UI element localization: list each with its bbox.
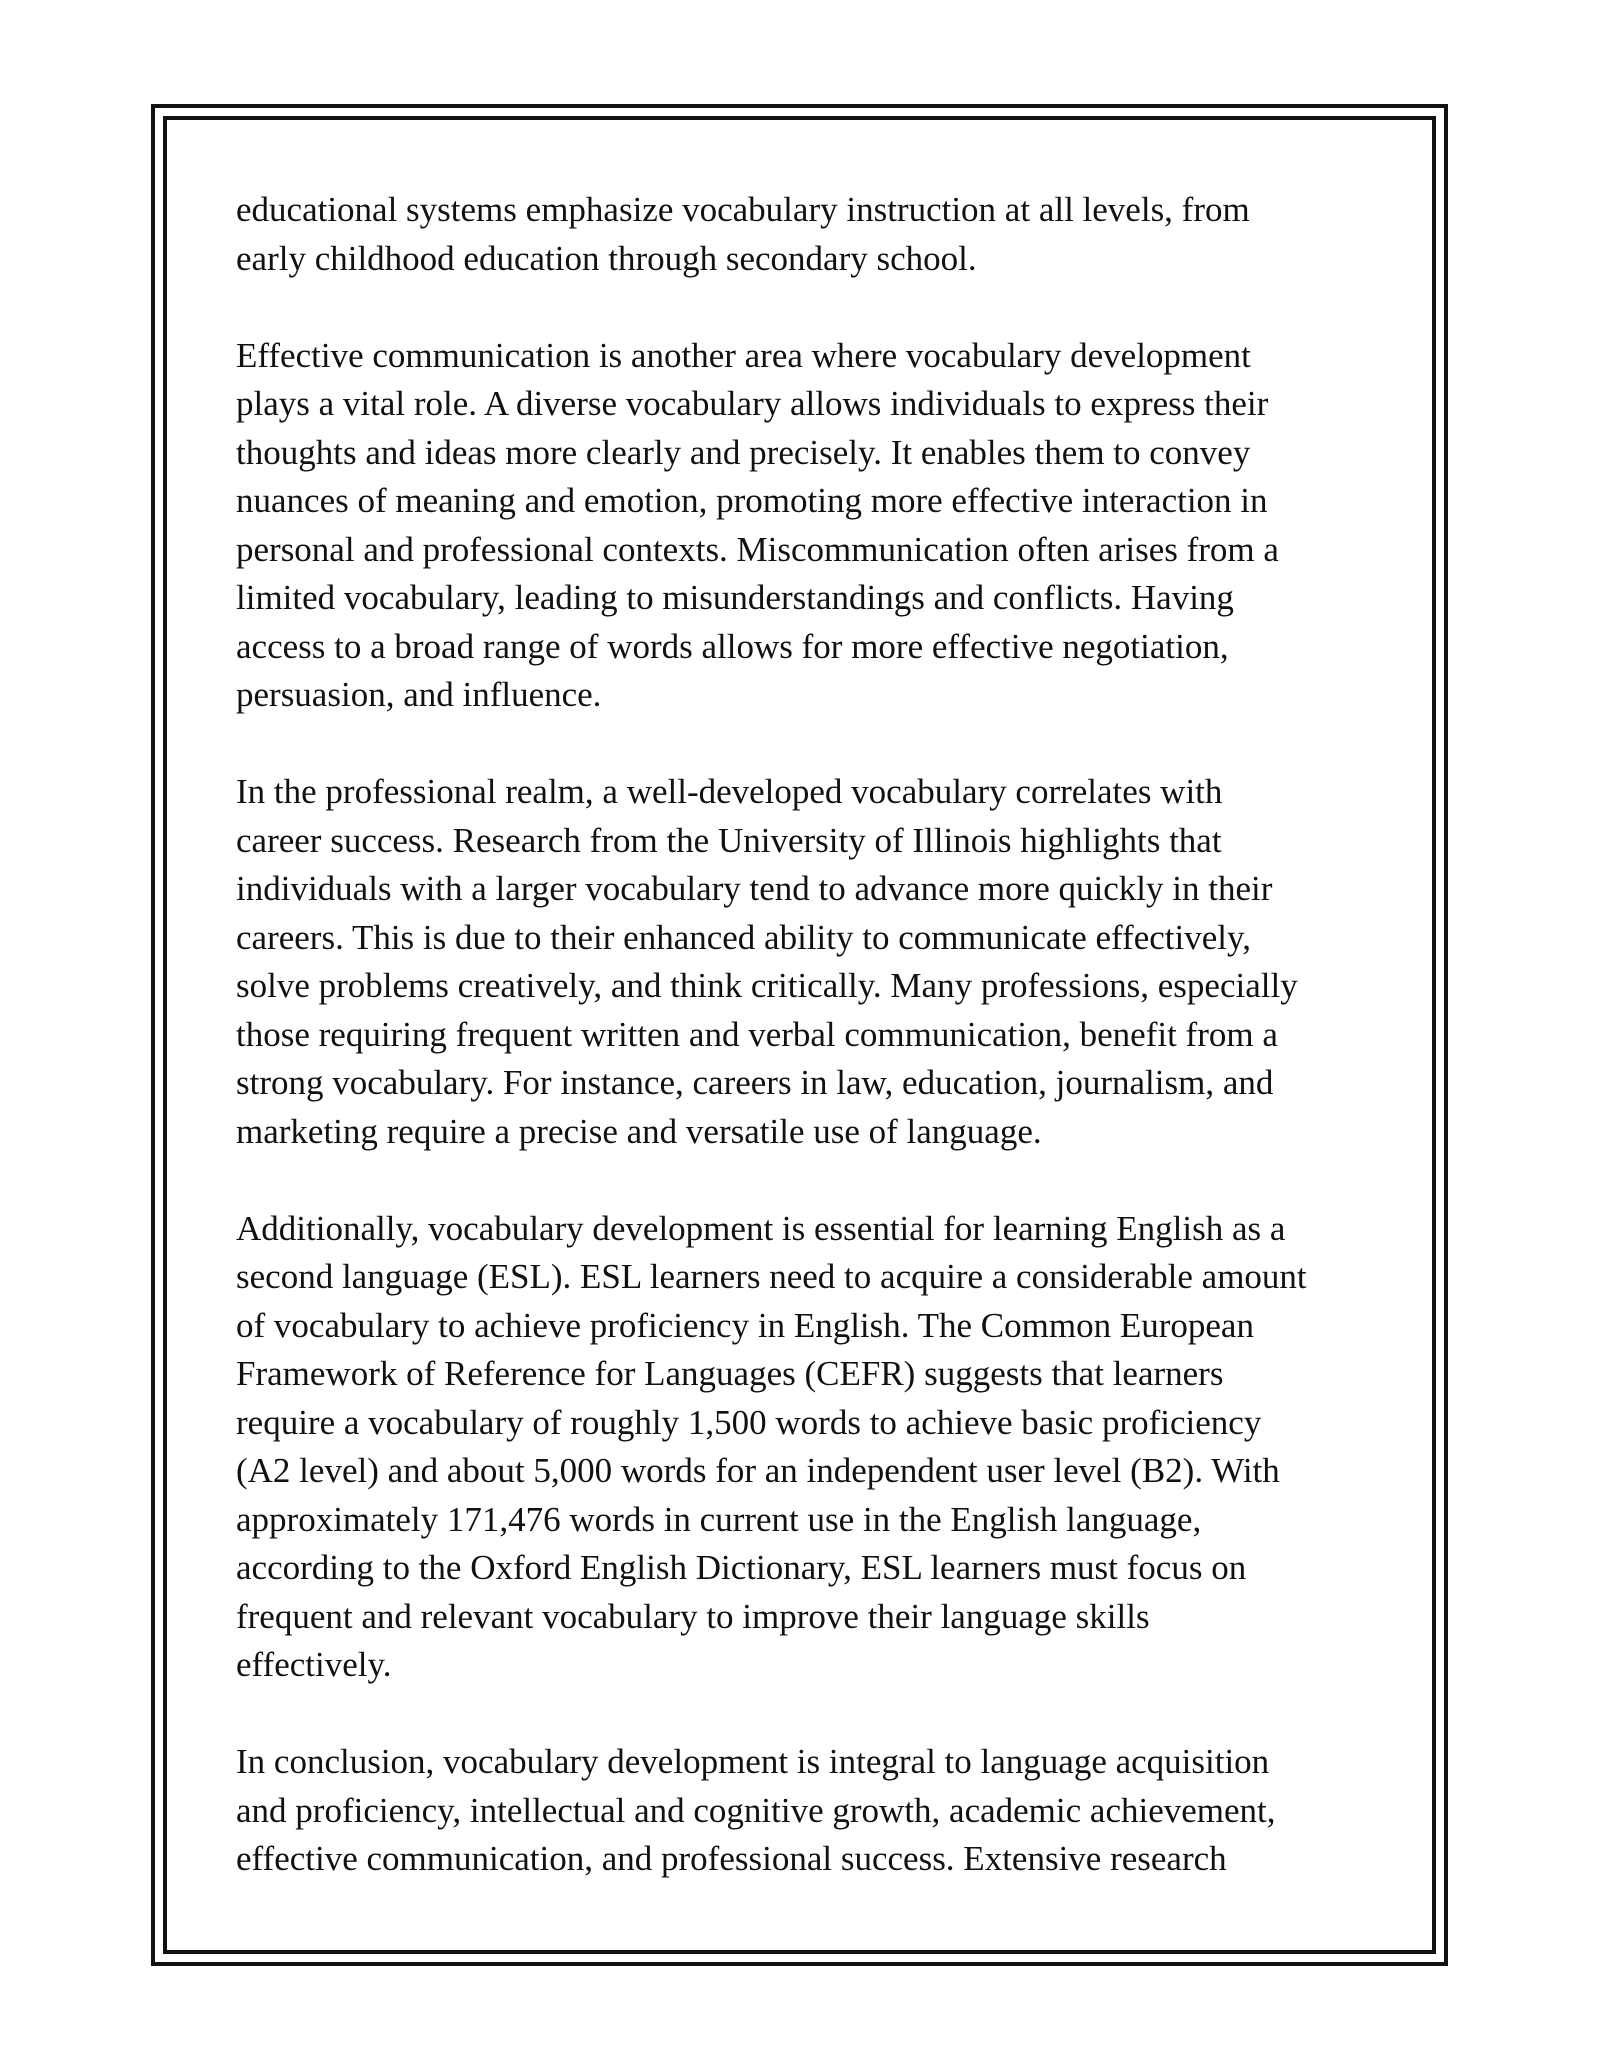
paragraph-effective-communication: Effective communication is another area where vocabulary development plays a vital role. A diverse vocabulary allows individuals to express their thoughts and ideas more clearly and precisely. It enables them to convey nuances of meaning and emotion, promoting more effective interaction in personal and professional contexts. Miscommunication often arises from a limited vocabulary, leading to misunderstandings and conflicts. Having access to a broad range of words allows for more effective negotiation, persuasion, and influence. xyxy=(236,335,1279,714)
paragraph-esl-learning: Additionally, vocabulary development is essential for learning English as a second language (ESL). ESL learners need to acquire a considerable amount of vocabulary to achieve proficiency in English. The Common European Framework of Reference for Languages (CEFR) suggests that learners require a vocabulary of roughly 1,500 words to achieve basic proficiency (A2 level) and about 5,000 words for an independent user level (B2). With approximately 171,476 words in current use in the English language, according to the Oxford English Dictionary, ESL learners must focus on frequent and relevant vocabulary to improve their language skills effectively. xyxy=(236,1208,1307,1684)
paragraph-professional-realm: In the professional realm, a well-developed vocabulary correlates with career success. Research from the University of Illinois highlights that individuals with a larger vocabulary tend to advance more quickly in their careers. This is due to their enhanced ability to communicate effectively, solve problems creatively, and think critically. Many professions, especially those requiring frequent written and verbal communication, benefit from a strong vocabulary. For instance, careers in law, education, journalism, and marketing require a precise and versatile use of language. xyxy=(236,772,1298,1151)
paragraph-education-systems: educational systems emphasize vocabulary instruction at all levels, from early childhood education through secondary school. xyxy=(236,190,1250,278)
paragraph-conclusion: In conclusion, vocabulary development is integral to language acquisition and proficiency, intellectual and cognitive growth, academic achievement, effective communication, and professional success. Extensive research xyxy=(236,1742,1276,1878)
document-body xyxy=(236,186,1366,1884)
